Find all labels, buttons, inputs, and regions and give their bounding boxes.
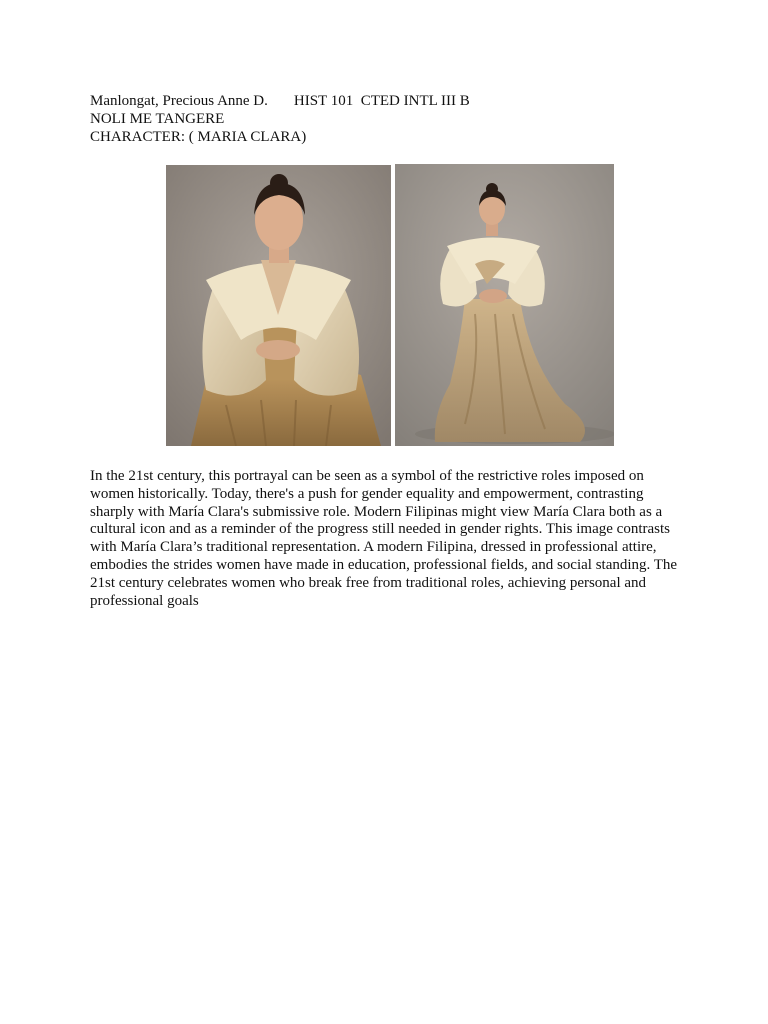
document-title: NOLI ME TANGERE: [90, 110, 225, 127]
course-info: HIST 101 CTED INTL III B: [293, 93, 470, 109]
character-label: CHARACTER: ( MARIA CLARA): [90, 128, 307, 145]
portrait-photo-standing: [395, 164, 614, 446]
document-header: [90, 93, 470, 146]
student-name: Manlongat, Precious Anne D.: [90, 93, 268, 109]
header-line-1: [90, 93, 470, 111]
body-paragraph: In the 21st century, this portrayal can be seen as a symbol of the restrictive roles imposed on women historically. Today, there's a push for gender equality and empowerment, contrasting sharply with María Clara's submissive role. Modern Filipinas might view María Clara both as a cultural icon and as a reminder of the progress still needed in gender rights. This image contrasts with María Clara’s traditional representation. A modern Filipina, dressed in professional attire, embodies the strides women have made in education, professional fields, and social standing. The 21st century celebrates women who break free from traditional roles, achieving personal and professional goals: [90, 468, 678, 609]
portrait-photo-seated: [166, 165, 391, 446]
